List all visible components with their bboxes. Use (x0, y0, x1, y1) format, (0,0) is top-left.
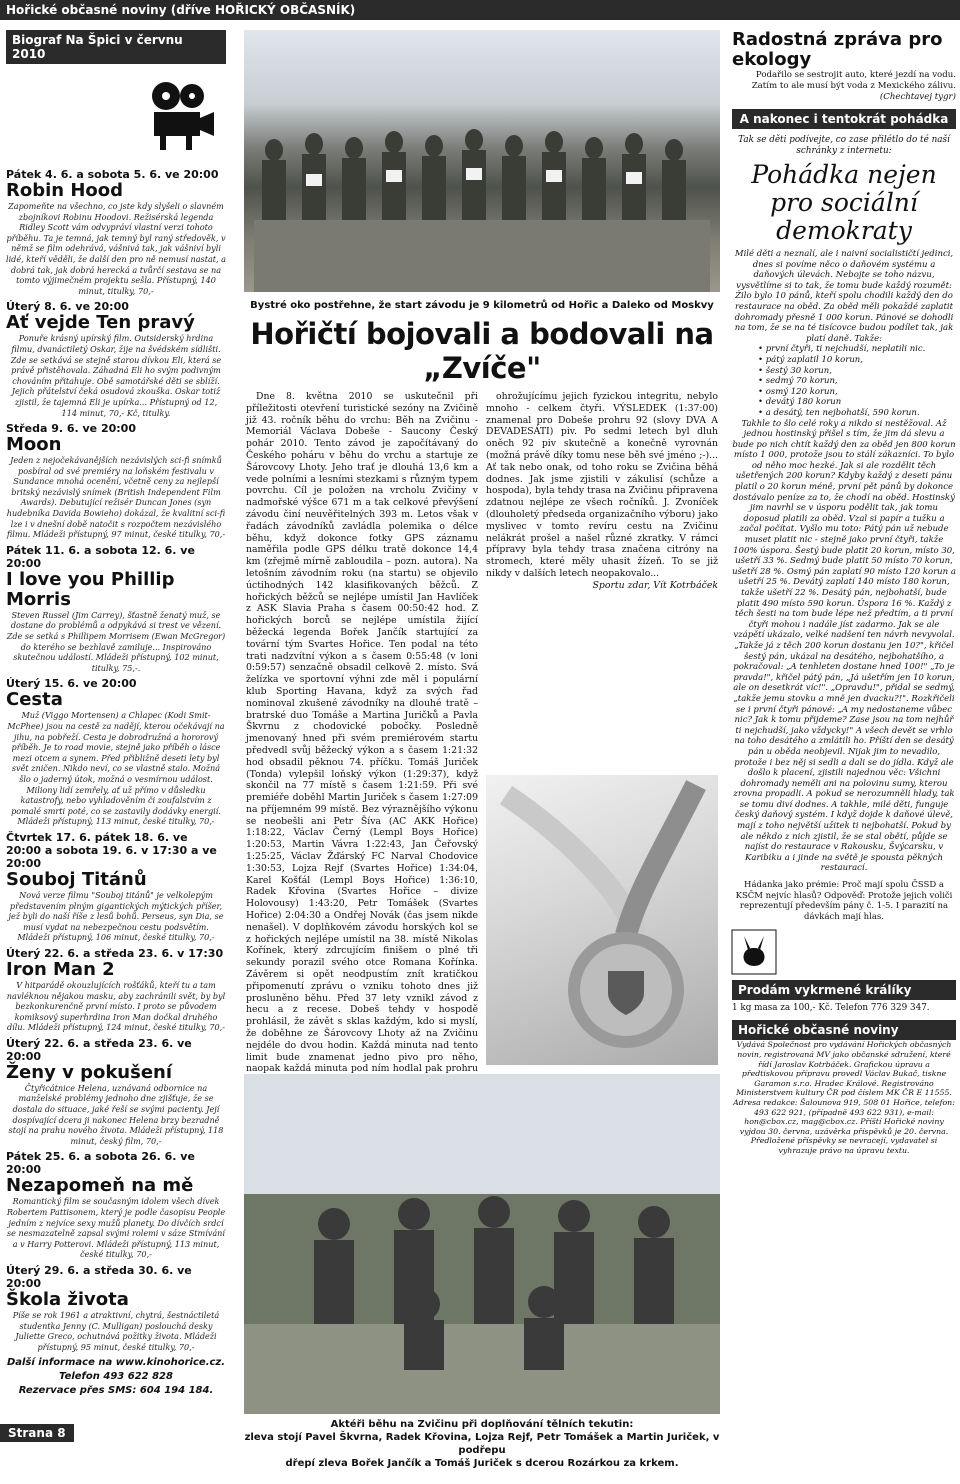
imprint-text: Vydává Společnost pro vydávání Hořických občasných novin, registrovaná MV jako občanské sdružení, které řídí Jaroslav Kotrbáček. Grafickou úpravu a předtiskovou přípravu provedl Václav Bukač, tiskne Garamon s.r.o. Hradec Králové. Registrováno Ministerstvem kultury ČR pod číslem MK ČR E 11555. Adresa redakce: Šalounova 919, 508 01 Hořice, telefon: 493 622 921, (případně 493 622 931), e-mail: hon@cbox.cz, mag@cbox.cz. Příští Hořické noviny vyjdou 30. června, uzávěrka příspěvků je 20. června. Předložené příspěvky se nevracejí, vydavatel si vyhrazuje právo na úpravu textu. (733, 1040, 955, 1155)
cinema-column (0, 30, 232, 1420)
rabbit-ad (732, 930, 956, 978)
movie-title: Iron Man 2 (6, 958, 115, 980)
payment-list (732, 344, 956, 418)
projector-icon (6, 64, 226, 164)
movie-date: Pátek 4. 6. a sobota 5. 6. ve 20:00 (6, 168, 219, 181)
movie-list (6, 168, 226, 1352)
article-column-1: Dne 8. května 2010 se uskutečnil při příležitosti otevření turistické sezóny na Zvičině již 43. ročník běhu do vrchu: Běh na Zvičinu - Memoriál Václava Dobeše - Saucony Český pohár 2010. Tento závod je započítávaný do Českého poháru v běhu do vrchu a startuje ze Šárovcovy Lhoty. Jeho trať je dlouhá 13,6 km a vede polními a lesními stezkami s různým typem povrchu. Cíl je položen na vrcholu Zvičiny v nadmořské výšce 671 m a tak celkové převýšení závodu činí neuvěřitelných 393 m. Letos však v řadách závodníků zavládla polemika o délce běhu, když dokonce fotky GPS záznamu naměřila podle GPS délku tratě dokonce 14,4 km (zřejmě mírně zabloudila – pozn. autora). Na letošním závodním roku (na startu) se objevilo úctihodných 142 klasifikovaných běžců. Z hořických běžců se nejlépe umístil Jan Havlíček z ASK Slavia Praha s časem 00:50:42 hod. Z hořických borců se nejlépe umístila žijící běžecká legenda Bořek Jančík startující za tovární tým Svartes Hořice. Ten podal na této trati nadzvítní výkon a s časem 0:55:48 (v loni 0:59:57) senzačně obsadil celkově 2. místo. Svá želízka ve sportovní výhni zde měl i populární klub Sporting Havana, když za svých řad nominoval zkušené závodníky na dlouhé tratě – bratrské duo Tomáše a Martina Juričků a Pavla Škvrnu z chodovické pobočky. Posledně jmenovaný hned při svém premiérovém startu předvedl svůj běžecký výkon a s časem 1:21:32 hod obsadil pěknou 74. příčku. Tomáš Juriček (Tonda) vylepšil loňský výkon (1:29:37), když skončil na 77 místě s časem 1:21:59. Při své premiéře doběhl Martin Juriček s časem 1:27:09 na příjemném 99 místě. Bez výraznějšího výkonu se neobešli ani Petr Šíva (AC AKK Hořice) 1:18:22, Václav Černý (Lempl Boys Hořice) 1:20:53, Martin Vávra 1:22:43, Jan Čeřovský 1:25:25, Václav Žďárský FC Narval Chodovice 1:30:53, Lojza Rejf (Svartes Hořice) 1:34:04, Karel Košťál (Lempl Boys Hořice) 1:36:10, Radek Křovina (Svartes Hořice – divize Holovousy) 1:43:20, Petr Tomášek (Svartes Hořice) 2:04:30 a Ondřej Novák (čas jsem nikde nenašel). V doplňkovém závodu horských kol se z hořických nejlépe umístil na 38. místě Nikolas Kořínek, který zdrcujícím finišem o plné tři sekundy porazil svého otce Romana Kořínka. Závěrem si opět neodpustím znít kratičkou připomenutí zprávu o vzniku tohoto dnes již prosluněno běhu. Před 37 lety vznikl závod z hecu a z recese. Dobeš tehdy v hospodě prohlásil, že závět s sklas každým, kdo si myslí, že doběhne ze Šárovcovy Lhoty až na Zvičinu nejdéle do dvou hodin. Každá minuta nad tento limit bude znamenat jedno pivo pro něho, naopak každá minuta pod ním hodlal pak prohru (246, 391, 478, 1075)
fairy-intro: Tak se děti podívejte, co zase přilétlo do té naší schránky z internetu: (738, 135, 950, 156)
movie-date: Úterý 8. 6. ve 20:00 (6, 300, 129, 314)
rabbit-icon (732, 930, 776, 978)
movie-date: Úterý 15. 6. ve 20:00 (6, 677, 137, 691)
payment-item: • sedmý 70 korun, (758, 376, 956, 387)
movie-date: Pátek 11. 6. a sobota 12. 6. ve 20:00 (6, 543, 195, 570)
cinema-section-title: Biograf Na Špici v červnu 2010 (6, 30, 226, 64)
page-number: Strana 8 (0, 1424, 74, 1442)
newspaper-header: Hořické občasné noviny (dříve HOŘICKÝ OBČASNÍK) (0, 0, 960, 20)
movie-description: Muž (Viggo Mortensen) a Chlapec (Kodi Smit-McPhee) jsou na cestě za nadějí, kterou očekávají na jihu, na pobřeží. Cesta je dobrodružná a hororový příběh. Je to road movie, stejně jako příběh o lásce mezi otcem a synem. Před přibližně deseti lety byl svět zničen. Nikdo neví, co se vlastně stalo. Možná šlo o jaderný útok, možná o vesmírnou událost. Miliony lidí zemřely, ať už přímo v důsledku katastrofy, nebo vyhladověním či zoufalstvím z pomalé smrti poté, co se zastavily dodávky energií. Mládeži přístupný, 113 minut, české titulky, 70,- (7, 710, 225, 827)
movie-description: Čtyřicátnice Helena, uznávaná odbornice na manželské problémy jednoho dne zjišťuje, že se dostala do situace, jaké řeší se svými pacienty. Její dospívající dcera ji nakonec Helena brzy bezradně stojí na prahu nového života. Mládeži přístupný, 118 minut, český film, 70,- (8, 1082, 224, 1146)
movie-description: Nová verze filmu "Souboj titánů" je velkolepým představením plným gigantických mýtických příšer, jež byli do naší říše z lesů bohů. Perseus, syn Dia, se musí vydat na nebezpečnou cestu podsvětím. Mládeži přístupný, 106 minut, české titulky, 70,- (8, 889, 224, 943)
info-phone: Telefon 493 622 828 (59, 1371, 173, 1383)
movie-title: Nezapomeň na mě (6, 1175, 194, 1197)
ecology-text: Podařilo se sestrojit auto, které jezdí na vodu. Zatím to ale musí být voda z Mexického zálivu. (751, 70, 956, 91)
movie-title: Cesta (6, 689, 63, 711)
payment-item: • devátý 180 korun (758, 397, 956, 408)
fairy-section-title: A nakonec i tentokrát pohádka (732, 109, 956, 129)
group-photo-caption: Aktéři běhu na Zvičinu při doplňování tělních tekutin: zleva stojí Pavel Škvrna, Radek Křovina, Lojza Rejf, Petr Tomášek a Martin Juriček, v podřepu dřepí zleva Bořek Jančík a Tomáš Juriček s dcerou Rozárkou za krkem. (244, 1419, 720, 1469)
movie-title: Škola života (6, 1289, 129, 1310)
group-photo (244, 1074, 720, 1484)
payment-item: • šestý 30 korun, (758, 366, 956, 377)
payment-item: • osmý 120 korun, (758, 387, 956, 398)
movie-description: Píše se rok 1961 a atraktivní, chytrá, šestnáctiletá studentka Jenny (C. Mulligan) poslouchá desky Juliette Greco, ochutnává požitky života. Mládeži přístupný, 95 minut, české titulky, 70,- (12, 1310, 220, 1352)
right-column (728, 30, 960, 1430)
payment-item: • a desátý, ten nejbohatší, 590 korun. (758, 408, 956, 419)
movie-date: Úterý 22. 6. a středa 23. 6. v 17:30 (6, 946, 224, 960)
movie-date: Čtvrtek 17. 6. pátek 18. 6. ve 20:00 a sobota 19. 6. v 17:30 a ve 20:00 (6, 830, 217, 870)
movie-title: Souboj Titánů (6, 868, 147, 890)
movie-title: Robin Hood (6, 180, 124, 201)
article-column-2: ohrožujícímu jejich fyzickou integritu, nebylo mnoho - celkem čtyři. VÝSLEDEK (1:37:00) znamenal pro Dobeše prohru 92 (slovy DVA A DEVADESÁTI) piv. Po sedmi letech byl dluh oněch 92 piv skutečně a konečně vyrovnán (možná právě díky tomu nese běh své jméno ;-)... Ať tak nebo onak, od toho roku se Zvičina běhá dodnes. Jak jsme zjistili v zákulisí (schůze a hospoda), byla tehdy trasa na Zvičinu připravena zdatnou nejlépe ze všech ročníků. J. Zvoníček (dlouholetý předseda organizačního výboru) jako myslivec v tomto revíru cestu na Zvičinu nelákrát prošel a našel různé zkratky. V rámci přípravy byla tehdy trasa značena citróny na stromech, které měly uhasit žízeň. To se již nikdy v dalších letech neopakovalo... Sportu zdar, Vít Kotrbáček (486, 391, 718, 591)
ad-title: Prodám vykrmené králíky (732, 980, 956, 1000)
info-web: Další informace na www.kinohorice.cz. (6, 1357, 226, 1369)
movie-date: Úterý 29. 6. a středa 30. 6. ve 20:00 (6, 1264, 192, 1290)
ad-text: 1 kg masa za 100,- Kč. Telefon 776 329 347. (732, 1003, 930, 1014)
photo-caption: Bystré oko postřehne, že start závodu je 9 kilometrů od Hořic a Daleko od Moskvy (250, 300, 714, 311)
movie-title: Moon (6, 434, 62, 456)
payment-item: • první čtyři, ti nejchudší, neplatili nic. (758, 344, 956, 355)
payment-item: • pátý zaplatil 10 korun, (758, 355, 956, 366)
movie-title: I love you Phillip Morris (6, 568, 175, 610)
movie-date: Pátek 25. 6. a sobota 26. 6. ve 20:00 (6, 1150, 195, 1177)
movie-description: Steven Russel (Jim Carrey), šťastně ženatý muž, se dostane do problémů a odpykává si trest ve vězení. Zde se setká s Phillipem Morrisem (Ewan McGregor) do kterého se bezhlavě zamiluje... Inspirováno skutečnou událostí. Mládeži přístupný, 102 minut, titulky, 75,-. (6, 609, 226, 673)
ecology-signature: (Chechtavej tygr) (879, 92, 956, 102)
ecology-title: Radostná zpráva pro ekology (732, 29, 943, 70)
article-headline: Hořičtí bojovali a bodovali na „Zvíče" (250, 317, 714, 385)
movie-description: Romantický film se současným idolem všech dívek Robertem Pattisonem, který je podle časopisu People jedním z nejvíce sexy mužů planety. Do dívčích srdcí se nesmazatelně zapsal svými rolemi v sáze Stmívání a v Harry Potterovi. Mládeži přístupný, 113 minut, české titulky, 70,- (6, 1196, 226, 1260)
fairy-text: Milé děti a neznalí, ale i naivní socialističtí jedinci, dnes si povíme něco o daňovém systému a daňových úlevách. Nebojte se toho názvu, vysvětlíme si to tak, že tomu bude každý rozumět: Žilo bylo 10 pánů, kteří spolu chodili každý den do restaurace na oběd. Za oběd měli pokaždé zaplatit dohromady přesně 1 000 korun. Pánové se dohodli na tom, že se na té tisícovce budou podílet tak, jak platí daně. Takže: • první čtyři, ti nejchudší, neplatili nic. • pátý zaplatil 10 korun, • šestý 30 korun, • sedmý 70 korun, • osmý 120 korun, • devátý 180 korun • a desátý, ten nejbohatší, 590 korun. Takhle to šlo celé roky a nikdo si nestěžoval. Až jednou hostinský přišel s tím, že jim dá slevu a bude po nich chtít každý den za oběd jen 800 korun místo 1 000, protože jsou to stálí zákazníci. To bylo od něho moc hezké. Jak si ale rozdělit těch ušetřených 200 korun? Kdyby každý z deseti pánu platil o 20 korun méně, první pět pánů by dokonce dostávalo peníze za to, že chodí na oběd. Hostinský jim navrhl se v úsporu podělit tak, jak tomu doposud platili za oběd. Vzal si papír a tužku a začal počítat. Vyšlo mu toto: Pátý pán už nebude muset platit nic - stejně jako první čtyři, takže 100% úspora. Šestý bude platit 20 korun, místo 30, ušetří 33 %. Sedmý bude platit 50 místo 70 korun, ušetří 28 %. Osmý pán zaplatí 90 místo 120 korun a ušetří 25 %. Devátý zaplatí 140 místo 180 korun, takže ušetří 22 %. Desátý pán, nejbohatší, bude platit 490 místo 590 korun. Úspora 16 %. Každý z těch šesti na tom bude lépe než předtím, a ti první čtyři mohou i nadále jíst zadarmo. Jak se ale vzápětí ukázalo, velké nadšení ten návrh nevyvolal. „Takže já z těch 200 korun dostanu jen 10?", křičel šestý pán, ukázal na desátého, nejbohatšího, a pokračoval: „A tenhleten dostane hned 100!" „To je pravda!", křičel pátý pán, „Já ušetřím jen 10 korun, ale on desetkrát víc!". „Opravdu!", přidal se sedmý, „takže jemu stovku a mně jen dvacku?!". Rozkřičeli se i první čtyři pánové: „A my nedostaneme vůbec nic? Jak k tomu přijdeme? Zase jsou na tom nejhůř ti nejchudší, jako vždycky!" A všech devět se vrhlo na toho desátého a zmlátili ho. Příští den se desátý pán u oběda neobjevil. Nijak jim to nevadilo, protože i bez něj si sedli a dali se do jídla. Když ale došlo k placení, zjistili najednou věc: Všichni dohromady neměli ani na polovinu sumy, kterou zrovna propadli. A pokud se nerozumněli hlady, tak se tomu diví dodnes. A takhle, milé děti, funguje český daňový systém. I když dojde k daňové úlevě, mají z toho největší užitek ti nejbohatší. Pokud by ale někdo z nich zjistil, že se stal obětí, půjde se najíst do restaurace v Rakousku, Švýcarsku, v Karibiku a i jinde na světě je spousta pěkných restaurací. Hádanka jako prémie: Proč mají spolu ČSSD a KSČM nejvíc hlasů? Odpověď: Protože jejich voliči reprezentují především pány č. 1-5. I parazití na dávkách mají hlas. (732, 249, 956, 922)
movie-description: Jeden z nejočekávanějších nezávislých sci-fi snímků posbíral od své premiéry na loňském festivalu v Sundance mnohá ocenění, včetně ceny za nejlepší britský nezávislý snímek (British Independent Film Awards). Debutující režisér Duncan Jones (syn hudebníka Davida Bowieho) dokázal, že kvalitní sci-fi lze i v dnešní době natočit s rozpočtem nezávislého filmu. Mládeži přístupný, 97 minut, české titulky, 70,- (6, 455, 226, 540)
article-author: Sportu zdar, Vít Kotrbáček (592, 579, 718, 591)
medal-photo (486, 775, 718, 1065)
fairy-title: Pohádka nejen pro sociální demokraty (751, 160, 937, 245)
movie-title: Ať vejde Ten pravý (6, 312, 195, 334)
riddle: Hádanka jako prémie: Proč mají spolu ČSSD a KSČM nejvíc hlasů? Odpověď: Protože jejich voliči reprezentují především pány č. 1-5. I parazití na dávkách mají hlas. (735, 880, 953, 922)
imprint-title: Hořické občasné noviny (732, 1020, 956, 1040)
movie-date: Úterý 22. 6. a středa 23. 6. ve 20:00 (6, 1036, 192, 1063)
movie-description: V hitparádě okouzlujících rošťáků, kteří tu a tam navléknou nějakou masku, aby zachránili svět, by byl bezkonkurenčně první místo. I proto se původem komiksový superhrdina Iron Man dočkal druhého dílu. Mládeži přístupný, 124 minut, české titulky, 70,- (6, 979, 226, 1033)
race-start-photo (244, 30, 720, 292)
running-article (242, 30, 722, 1469)
movie-description: Zapomeňte na všechno, co jste kdy slyšeli o slavném zbojníkovi Robinu Hoodovi. Režisérská legenda Ridley Scott vám odvypráví vlastní verzi tohoto příběhu. Ta je temná, jak temný byl raný středověk, v němž se film odehrává, vášnivá tak, jak vášniví byli lidé, kteří věděli, že další den pro ně nemusí nastat, a dobrá tak, jak dobrá herecká a tvůrčí sestava se na tomto výjimečném projektu sešla. Přístupný, 140 minut, titulky, 70,- (6, 201, 226, 296)
movie-date: Středa 9. 6. ve 20:00 (6, 422, 136, 436)
cinema-info (6, 1356, 226, 1398)
movie-description: Ponuře krásný upírský film. Outsiderský hrdina filmu, dvanáctiletý Oskar, žije na švédském sídlišti. Zde se setkává se stejně starou dívkou Eli, která se právě přistěhovala. Záhadná Eli ho svým podivným chováním přitahuje. Obě samotářské děti se sblíží. Jejich přátelství čeká osudová zkouška. Oskar totiž zjistil, že tajemná Eli je upírka... Přístupný od 12, 114 minut, 70,- Kč, titulky. (10, 333, 222, 418)
movie-title: Ženy v pokušení (6, 1061, 173, 1083)
info-sms: Rezervace přes SMS: 604 194 184. (18, 1385, 214, 1397)
